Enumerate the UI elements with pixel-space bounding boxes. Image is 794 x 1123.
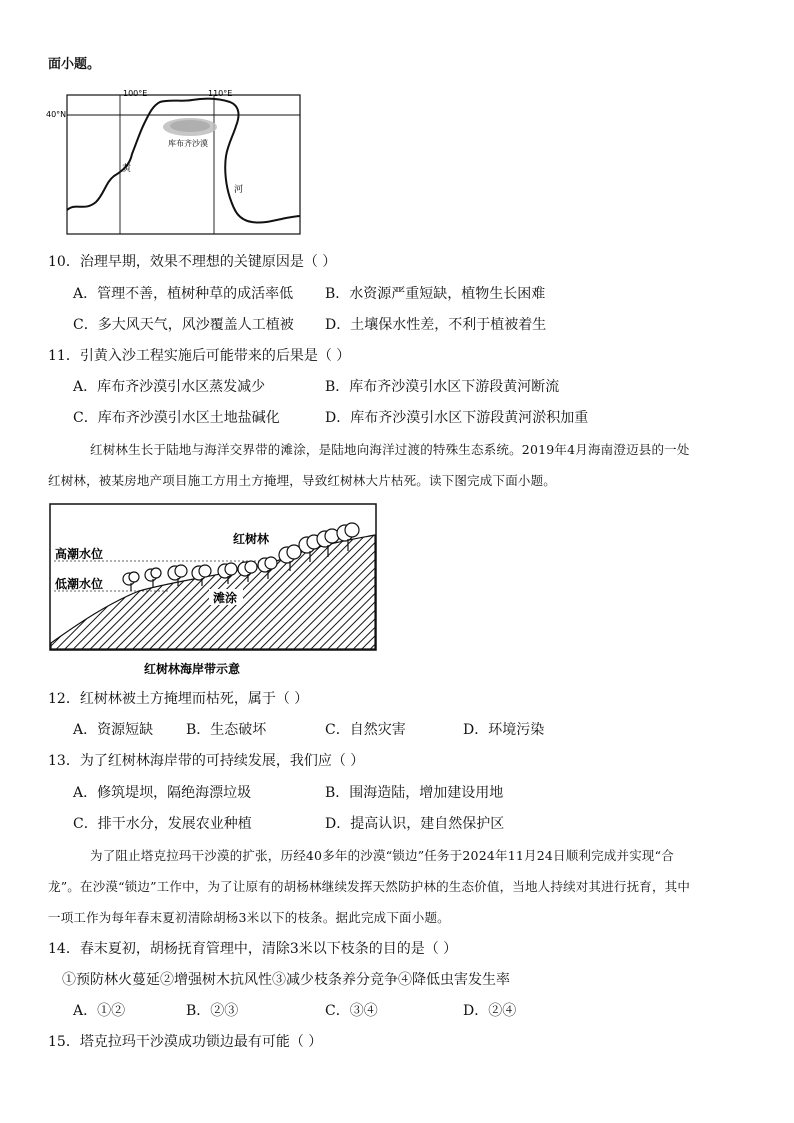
desert-label: 库布齐沙漠 (168, 139, 208, 148)
q14-option-a[interactable]: A．①② (73, 1003, 126, 1019)
lon-100-label: 100°E (123, 89, 148, 98)
lat-40-label: 40°N (46, 110, 67, 119)
q14-option-d[interactable]: D．②④ (463, 1003, 517, 1019)
taklamakan-intro-line2: 龙”。在沙漠“锁边”工作中，为了让原有的胡杨林继续发挥天然防护林的生态价值，当地人持续对其进行抚育，其中 (48, 879, 691, 894)
q10-option-b[interactable]: B．水资源严重短缺，植物生长困难 (325, 286, 546, 302)
q10-option-a[interactable]: A．管理不善，植树种草的成活率低 (73, 286, 294, 302)
river-char-he: 河 (234, 185, 244, 195)
taklamakan-intro-line3: 一项工作为每年春末夏初清除胡杨3米以下的枝条。据此完成下面小题。 (48, 910, 450, 925)
q13-option-c[interactable]: C．排干水分，发展农业种植 (73, 816, 252, 832)
mangrove-intro-line1: 红树林生长于陆地与海洋交界带的滩涂，是陆地向海洋过渡的特殊生态系统。2019年4月海南澄迈县的一处 (90, 442, 690, 457)
q10-stem: 10．治理早期，效果不理想的关键原因是（ ） (48, 254, 337, 270)
taklamakan-intro-line1: 为了阻止塔克拉玛干沙漠的扩张，历经40多年的沙漠“锁边”任务于2024年11月24日顺利完成并实现“合 (90, 848, 674, 863)
mudflat-label: 滩涂 (213, 591, 238, 605)
q11-stem: 11．引黄入沙工程实施后可能带来的后果是（ ） (48, 348, 351, 364)
q11-option-a[interactable]: A．库布齐沙漠引水区蒸发减少 (73, 379, 266, 395)
q10-option-c[interactable]: C．多大风天气，风沙覆盖人工植被 (73, 317, 294, 333)
kubuqi-map (40, 86, 310, 238)
q13-stem: 13．为了红树林海岸带的可持续发展，我们应（ ） (48, 753, 365, 769)
q13-option-b[interactable]: B．围海造陆，增加建设用地 (325, 785, 504, 801)
river-char-huang: 黄 (122, 164, 132, 174)
intro-tail: 面小题。 (48, 57, 101, 72)
figure-caption: 红树林海岸带示意 (144, 662, 241, 676)
q11-option-b[interactable]: B．库布齐沙漠引水区下游段黄河断流 (325, 379, 560, 395)
mangrove-intro-line2: 红树林，被某房地产项目施工方用土方掩埋，导致红树林大片枯死。读下图完成下面小题。 (48, 473, 557, 488)
q12-option-c[interactable]: C．自然灾害 (325, 722, 406, 738)
q12-option-b[interactable]: B．生态破坏 (186, 722, 267, 738)
q14-stem: 14．春末夏初，胡杨抚育管理中，清除3米以下枝条的目的是（ ） (48, 941, 458, 957)
yellow-river (67, 99, 300, 223)
map-frame (67, 95, 300, 234)
q12-stem: 12．红树林被土方掩埋而枯死，属于（ ） (48, 691, 309, 707)
mangrove-figure (49, 503, 379, 678)
q12-option-a[interactable]: A．资源短缺 (73, 722, 154, 738)
q11-option-c[interactable]: C．库布齐沙漠引水区土地盐碱化 (73, 410, 280, 426)
q14-option-c[interactable]: C．③④ (325, 1003, 378, 1019)
q15-stem: 15．塔克拉玛干沙漠成功锁边最有可能（ ） (48, 1034, 323, 1050)
q11-option-d[interactable]: D．库布齐沙漠引水区下游段黄河淤积加重 (325, 410, 589, 426)
q13-option-a[interactable]: A．修筑堤坝，隔绝海漂垃圾 (73, 785, 252, 801)
q10-option-d[interactable]: D．土壤保水性差，不利于植被着生 (325, 317, 547, 333)
q14-option-b[interactable]: B．②③ (186, 1003, 239, 1019)
q14-statements: ①预防林火蔓延②增强树木抗风性③减少枝条养分竞争④降低虫害发生率 (62, 972, 510, 988)
q12-option-d[interactable]: D．环境污染 (463, 722, 545, 738)
mangrove-label: 红树林 (233, 532, 270, 546)
high-tide-label: 高潮水位 (55, 547, 104, 561)
lon-110-label: 110°E (208, 89, 233, 98)
q13-option-d[interactable]: D．提高认识，建自然保护区 (325, 816, 505, 832)
low-tide-label: 低潮水位 (55, 577, 104, 591)
